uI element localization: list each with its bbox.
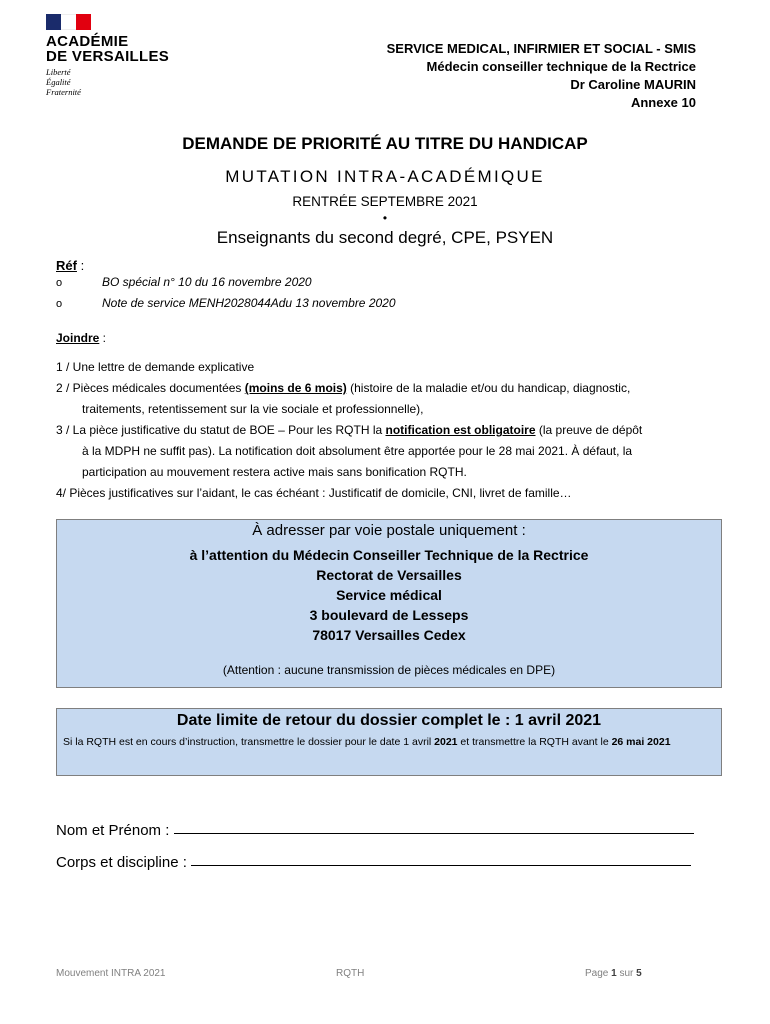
corps-underline[interactable] xyxy=(191,864,691,866)
motto-liberte: Liberté xyxy=(46,67,71,77)
ref-item-text: BO spécial n° 10 du 16 novembre 2020 xyxy=(102,275,312,289)
french-flag-icon xyxy=(46,14,91,30)
name-underline[interactable] xyxy=(174,832,694,834)
ref-item xyxy=(56,296,396,310)
document-title: DEMANDE DE PRIORITÉ AU TITRE DU HANDICAP xyxy=(182,134,588,153)
joindre-separator: : xyxy=(99,331,107,345)
deadline-note xyxy=(57,732,721,752)
ref-separator: : xyxy=(76,258,85,273)
service-header xyxy=(387,40,696,112)
bullet-separator: • xyxy=(382,211,388,225)
address-line: Rectorat de Versailles xyxy=(316,567,462,583)
document-subtitle: MUTATION INTRA-ACADÉMIQUE xyxy=(225,167,545,186)
deadline-heading: Date limite de retour du dossier complet le : 1 avril 2021 xyxy=(176,712,602,729)
list-item-text: (la preuve de dépôt xyxy=(535,423,643,437)
header-line-4: Annexe 10 xyxy=(630,95,696,110)
logo-academy-name xyxy=(46,34,186,64)
ref-item-text: Note de service MENH2028044Adu 13 novembre 2020 xyxy=(102,296,396,310)
list-item-text: 2 / Pièces médicales documentées xyxy=(56,381,245,395)
address-line: Service médical xyxy=(336,587,442,603)
academy-logo xyxy=(46,14,186,97)
address-line: 78017 Versailles Cedex xyxy=(312,627,466,643)
page-current: 1 xyxy=(611,968,617,979)
header-line-3: Dr Caroline MAURIN xyxy=(570,77,696,92)
footer-left: Mouvement INTRA 2021 xyxy=(56,968,166,979)
address-line: à l’attention du Médecin Conseiller Technique de la Rectrice xyxy=(189,547,589,563)
address-note: (Attention : aucune transmission de pièces médicales en DPE) xyxy=(222,663,556,677)
ref-marker: o xyxy=(56,298,63,310)
header-line-1: SERVICE MEDICAL, INFIRMIER ET SOCIAL - SMIS xyxy=(386,41,696,56)
deadline-note-date: 26 mai 2021 xyxy=(611,736,671,748)
list-item: 4/ Pièces justificatives sur l’aidant, le cas échéant : Justificatif de domicile, CNI, livret de famille… xyxy=(56,486,572,500)
header-line-2: Médecin conseiller technique de la Rectrice xyxy=(426,59,696,74)
joindre-label: Joindre xyxy=(56,331,100,345)
logo-line-2: DE VERSAILLES xyxy=(46,48,170,65)
ref-heading xyxy=(56,258,84,273)
ref-item xyxy=(56,275,312,289)
list-item xyxy=(56,420,698,441)
list-item-emphasis: notification est obligatoire xyxy=(385,423,536,437)
list-item-continuation: traitements, retentissement sur la vie sociale et professionnelle), xyxy=(82,402,424,416)
list-item-text: (histoire de la maladie et/ou du handicap, diagnostic, xyxy=(346,381,631,395)
list-item xyxy=(56,378,698,399)
logo-motto xyxy=(46,67,186,97)
page-number xyxy=(585,968,642,979)
address-box xyxy=(56,519,722,688)
list-item-continuation: participation au mouvement restera active mais sans bonification RQTH. xyxy=(82,465,467,479)
attachment-list xyxy=(56,357,698,504)
footer-center: RQTH xyxy=(336,968,365,979)
deadline-note-text: et transmettre la RQTH avant le xyxy=(457,736,612,748)
address-line: 3 boulevard de Lesseps xyxy=(309,607,469,623)
corps-label: Corps et discipline : xyxy=(56,854,192,871)
audience-line: Enseignants du second degré, CPE, PSYEN xyxy=(216,228,554,247)
ref-marker: o xyxy=(56,277,63,289)
list-item-emphasis: (moins de 6 mois) xyxy=(244,381,347,395)
page-of: sur xyxy=(616,968,637,979)
rentree-line: RENTRÉE SEPTEMBRE 2021 xyxy=(292,194,478,209)
list-item-continuation: à la MDPH ne suffit pas). La notification doit absolument être apportée pour le 28 mai 2021. À défaut, la xyxy=(82,444,633,458)
corps-field[interactable] xyxy=(56,854,691,871)
motto-fraternite: Fraternité xyxy=(46,87,81,97)
joindre-heading xyxy=(56,331,106,345)
name-label: Nom et Prénom : xyxy=(56,822,174,839)
list-item-text: 3 / La pièce justificative du statut de BOE – Pour les RQTH la xyxy=(56,423,386,437)
ref-label: Réf xyxy=(56,258,77,273)
logo-line-1: ACADÉMIE xyxy=(46,33,129,50)
motto-egalite: Égalité xyxy=(46,77,71,87)
page-label: Page xyxy=(585,968,612,979)
address-heading: À adresser par voie postale uniquement : xyxy=(252,522,526,539)
deadline-note-year: 2021 xyxy=(434,736,458,748)
deadline-box xyxy=(56,708,722,776)
page-total: 5 xyxy=(636,968,642,979)
list-item: 1 / Une lettre de demande explicative xyxy=(56,360,255,374)
name-field[interactable] xyxy=(56,822,694,839)
deadline-note-text: Si la RQTH est en cours d’instruction, transmettre le dossier pour le date 1 avril xyxy=(63,736,435,748)
